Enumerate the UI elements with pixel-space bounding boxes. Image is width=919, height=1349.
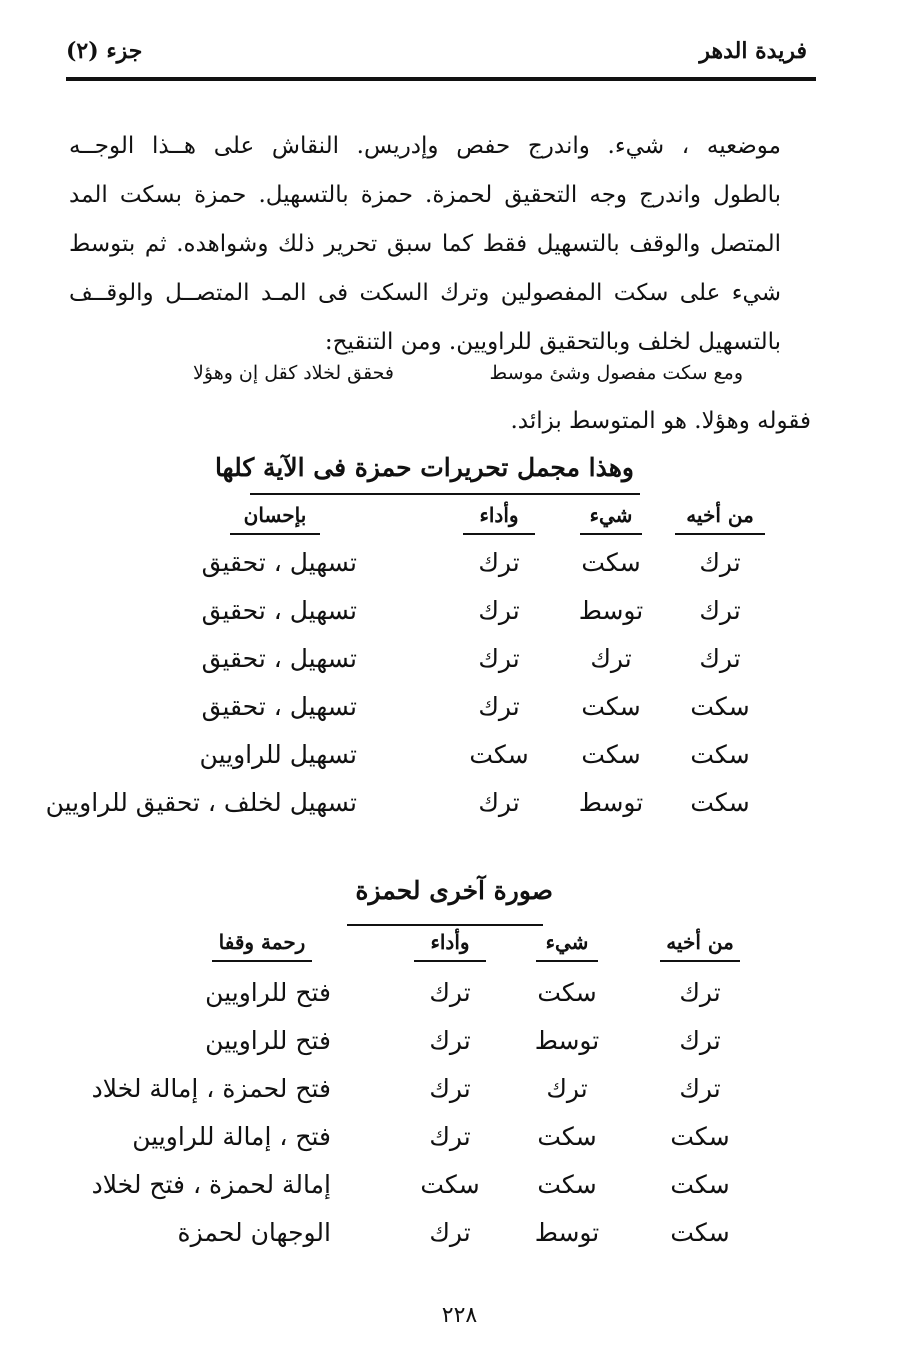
table1-cell: توسط [578,788,644,817]
table2-header-cell [660,930,740,962]
table2-cell: فتح ، إمالة للراويين [132,1122,331,1151]
table1-cell: سكت [469,740,529,769]
table2-header-cell [212,930,312,962]
table1-cell: ترك [478,788,520,817]
table1-header-label: وأداء [479,503,519,527]
table2-cell: ترك [429,978,471,1007]
table1-cell: ترك [699,644,741,673]
table2-cell: إمالة لحمزة ، فتح لخلاد [91,1170,331,1199]
table2-cell: فتح للراويين [205,1026,331,1055]
table2-title-rule [347,924,543,926]
table2-cell: ترك [429,1026,471,1055]
table2-cell: ترك [679,978,721,1007]
note-line: فقوله وهؤلا. هو المتوسط بزائد. [510,408,811,434]
table1-header-cell [463,503,535,535]
table2-header-underline [660,960,740,962]
verse-hemistich-1: ومع سكت مفصول وشئ موسط [489,362,743,384]
table2-cell: ترك [429,1074,471,1103]
table1-cell: ترك [478,596,520,625]
table1-cell: ترك [699,596,741,625]
table1-cell: تسهيل لخلف ، تحقيق للراويين [45,788,357,817]
table1-cell: تسهيل ، تحقيق [201,692,357,721]
table1-header-underline [230,533,320,535]
table1-header-underline [463,533,535,535]
paragraph-line: بالطول واندرج وجه التحقيق لحمزة. حمزة بالتسهيل. حمزة بسكت المد [69,182,781,208]
table1-header-label: من أخيه [686,503,754,527]
table1-cell: سكت [581,740,641,769]
table1-cell: ترك [699,548,741,577]
table2-header-cell [414,930,486,962]
table1-cell: تسهيل ، تحقيق [201,596,357,625]
table1-header-underline [675,533,765,535]
paragraph-line: بالتسهيل لخلف وبالتحقيق للراويين. ومن التنقيح: [324,329,781,355]
table2-cell: سكت [537,1170,597,1199]
table2-cell: سكت [670,1218,730,1247]
table1-cell: ترك [478,548,520,577]
table2-header-label: شيء [545,930,589,954]
table2-header-underline [212,960,312,962]
table2-cell: سكت [420,1170,480,1199]
table1-cell: ترك [478,644,520,673]
table2-header-label: رحمة وقفا [218,930,306,954]
table1-header-cell [675,503,765,535]
table2-header-label: وأداء [430,930,470,954]
table1-cell: تسهيل للراويين [199,740,357,769]
table1-header-label: شيء [589,503,633,527]
table2-cell: ترك [679,1074,721,1103]
table1-header-cell [580,503,642,535]
table2-cell: الوجهان لحمزة [177,1218,331,1247]
body-paragraph [69,122,781,367]
table1-cell: سكت [581,692,641,721]
table2-cell: ترك [679,1026,721,1055]
table2-cell: سكت [537,978,597,1007]
table1-cell: سكت [690,740,750,769]
table1-title-rule [250,493,640,495]
table2-cell: سكت [537,1122,597,1151]
table1-cell: توسط [578,596,644,625]
table2-header-cell [536,930,598,962]
part-label: جزء (٢) [66,38,143,64]
paragraph-line: شيء على سكت المفصولين وترك السكت فى المـد المتصــل والوقــف [69,280,781,306]
table2-cell: توسط [534,1026,600,1055]
table1-cell: سكت [690,692,750,721]
table1-cell: سكت [581,548,641,577]
table1-title: وهذا مجمل تحريرات حمزة فى الآية كلها [214,453,634,482]
table2-title: صورة آخرى لحمزة [355,876,553,905]
table1-header-underline [580,533,642,535]
table2-cell: سكت [670,1122,730,1151]
table1-cell: ترك [590,644,632,673]
table1-cell: ترك [478,692,520,721]
table2-cell: فتح للراويين [205,978,331,1007]
table1-header-label: بإحسان [243,503,307,527]
table2-cell: فتح لحمزة ، إمالة لخلاد [91,1074,331,1103]
verse-hemistich-2: فحقق لخلاد كقل إن وهؤلا [193,362,394,384]
table1-cell: تسهيل ، تحقيق [201,548,357,577]
table1-header-cell [230,503,320,535]
table2-header-label: من أخيه [666,930,734,954]
paragraph-line: المتصل والوقف بالتسهيل فقط كما سبق تحرير ذلك وشواهده. ثم بتوسط [69,231,781,257]
table2-cell: ترك [429,1218,471,1247]
paragraph-line: موضعيه ، شيء. واندرج حفص وإدريس. النقاش على هــذا الوجــه [69,133,781,159]
table2-cell: توسط [534,1218,600,1247]
table1-cell: سكت [690,788,750,817]
table2-cell: سكت [670,1170,730,1199]
table1-cell: تسهيل ، تحقيق [201,644,357,673]
book-title: فريدة الدهر [699,38,807,64]
table2-cell: ترك [546,1074,588,1103]
header-rule [66,77,816,81]
table2-header-underline [536,960,598,962]
table2-cell: ترك [429,1122,471,1151]
page-number: ٢٢٨ [441,1303,478,1328]
table2-header-underline [414,960,486,962]
